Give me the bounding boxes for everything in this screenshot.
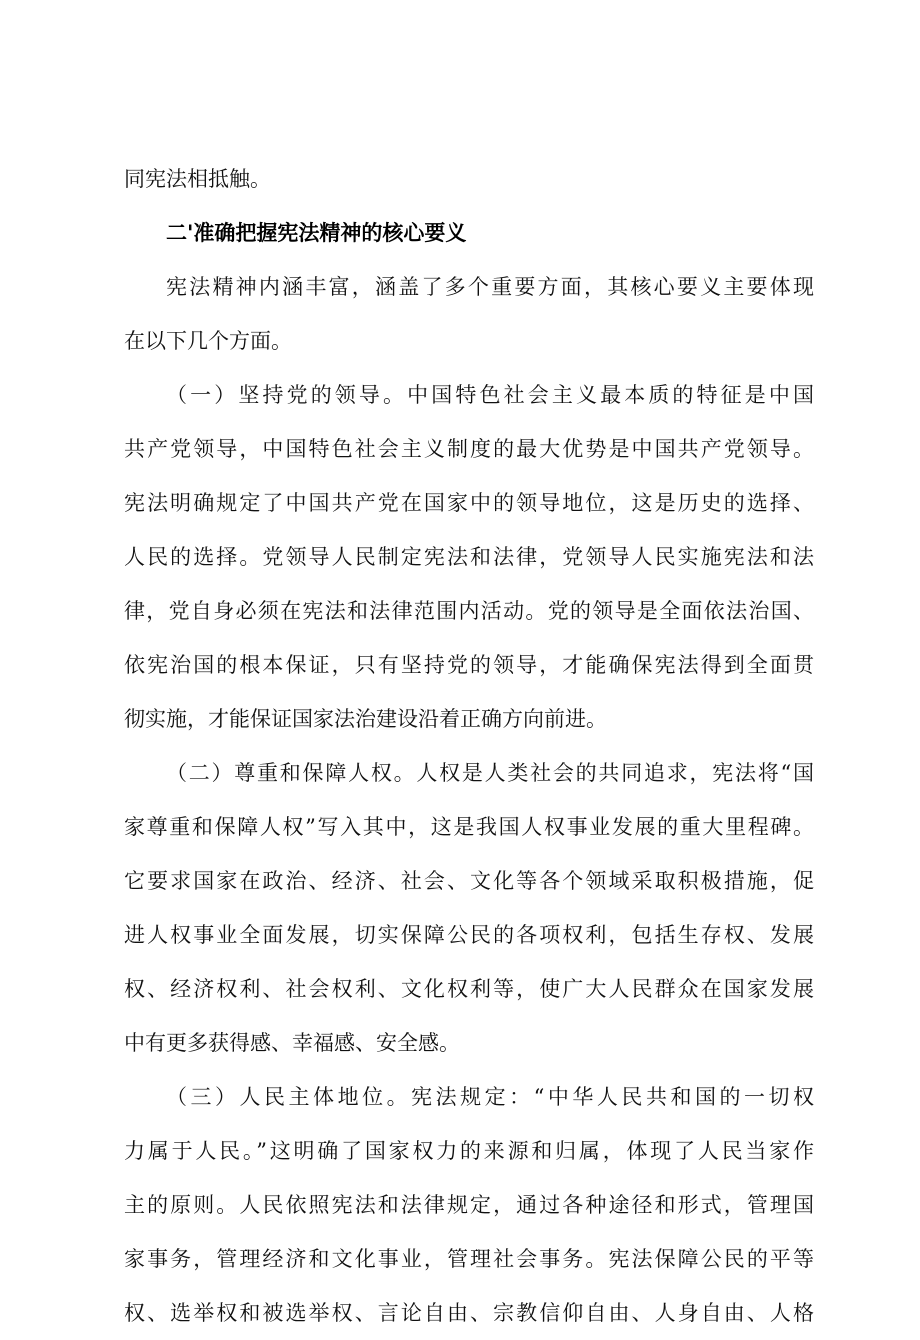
paragraph-people-principal-position (124, 1070, 814, 1340)
paragraph-line: 力属于人民。”这明确了国家权力的来源和归属，体现了人民当家作 (124, 1139, 814, 1163)
paragraph-line: 宪法精神内涵丰富，涵盖了多个重要方面，其核心要义主要体现 (166, 275, 814, 299)
paragraph-line: 共产党领导，中国特色社会主义制度的最大优势是中国共产党领导。 (124, 437, 814, 461)
paragraph-line: 主的原则。人民依照宪法和法律规定，通过各种途径和形式，管理国 (124, 1193, 814, 1217)
paragraph-line: 中有更多获得感、幸福感、安全感。 (124, 1031, 460, 1055)
section-heading: 二'准确把握宪法精神的核心要义 (166, 221, 467, 245)
opening-line: 同宪法相抵触。 (124, 167, 271, 191)
paragraph-line: 家尊重和保障人权”写入其中，这是我国人权事业发展的重大里程碑。 (124, 815, 814, 839)
intro-paragraph (124, 260, 814, 368)
paragraph-line: 律，党自身必须在宪法和法律范围内活动。党的领导是全面依法治国、 (124, 599, 814, 623)
paragraph-human-rights (124, 746, 814, 1070)
paragraph-line: 它要求国家在政治、经济、社会、文化等各个领域采取积极措施，促 (124, 869, 814, 893)
document-body (124, 152, 814, 1340)
paragraph-line: （一）坚持党的领导。中国特色社会主义最本质的特征是中国 (166, 383, 814, 407)
paragraph-line: （二）尊重和保障人权。人权是人类社会的共同追求，宪法将“国 (166, 761, 814, 785)
paragraph-line: 彻实施，才能保证国家法治建设沿着正确方向前进。 (124, 707, 607, 731)
paragraph-uphold-party-leadership (124, 368, 814, 746)
paragraph-line: 家事务，管理经济和文化事业，管理社会事务。宪法保障公民的平等 (124, 1247, 814, 1271)
paragraph-line: 进人权事业全面发展，切实保障公民的各项权利，包括生存权、发展 (124, 923, 814, 947)
paragraph-line: （三）人民主体地位。宪法规定：“中华人民共和国的一切权 (166, 1085, 814, 1109)
paragraph-line: 依宪治国的根本保证，只有坚持党的领导，才能确保宪法得到全面贯 (124, 653, 814, 677)
paragraph-line: 宪法明确规定了中国共产党在国家中的领导地位，这是历史的选择、 (124, 491, 814, 515)
paragraph-line: 在以下几个方面。 (124, 329, 292, 353)
paragraph-line: 权、经济权利、社会权利、文化权利等，使广大人民群众在国家发展 (124, 977, 814, 1001)
paragraph-line: 人民的选择。党领导人民制定宪法和法律，党领导人民实施宪法和法 (124, 545, 814, 569)
paragraph-line: 权、选举权和被选举权、言论自由、宗教信仰自由、人身自由、人格 (124, 1301, 814, 1325)
